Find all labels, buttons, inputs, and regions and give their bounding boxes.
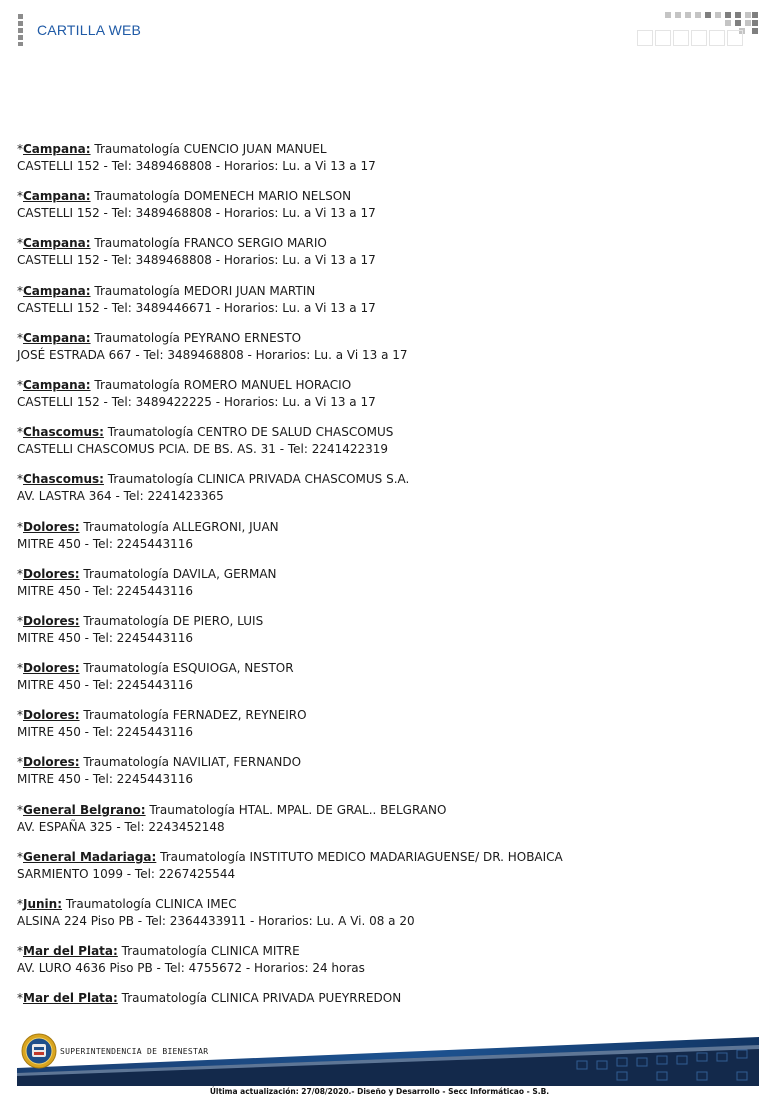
provider-name: ALLEGRONI, JUAN xyxy=(172,519,279,534)
provider-city: General Belgrano: xyxy=(23,802,146,817)
provider-entry xyxy=(17,330,737,377)
bullet-asterisk: * xyxy=(17,425,23,440)
provider-details: JOSÉ ESTRADA 667 - Tel: 3489468808 - Horarios: Lu. a Vi 13 a 17 xyxy=(17,347,408,362)
provider-city: Chascomus: xyxy=(23,425,104,440)
provider-listing xyxy=(17,141,737,1038)
bullet-asterisk: * xyxy=(17,189,23,204)
provider-entry xyxy=(17,141,737,188)
provider-city: Campana: xyxy=(23,377,91,392)
bullet-asterisk: * xyxy=(17,566,23,581)
provider-specialty: Traumatología xyxy=(94,330,180,345)
provider-entry xyxy=(17,943,737,990)
provider-entry xyxy=(17,707,737,754)
bullet-asterisk: * xyxy=(17,897,23,911)
bullet-asterisk: * xyxy=(17,991,23,1006)
bullet-asterisk: * xyxy=(17,236,23,251)
provider-details: CASTELLI 152 - Tel: 3489468808 - Horarios: Lu. a Vi 13 a 17 xyxy=(17,159,376,173)
provider-details: ALSINA 224 Piso PB - Tel: 2364433911 - Horarios: Lu. A Vi. 08 a 20 xyxy=(17,914,415,928)
provider-entry xyxy=(17,283,737,330)
provider-entry xyxy=(17,377,737,424)
bullet-asterisk: * xyxy=(17,802,23,817)
provider-entry xyxy=(17,519,737,566)
provider-entry-title-line xyxy=(17,471,737,488)
provider-entry-title-line xyxy=(17,519,737,536)
provider-name: PEYRANO ERNESTO xyxy=(183,330,302,345)
provider-specialty: Traumatología xyxy=(83,613,169,628)
provider-name: CENTRO DE SALUD CHASCOMUS xyxy=(197,425,394,440)
provider-specialty: Traumatología xyxy=(149,802,235,817)
provider-details: MITRE 450 - Tel: 2245443116 xyxy=(17,772,194,787)
provider-entry-title-line xyxy=(17,943,737,960)
bullet-asterisk: * xyxy=(17,755,23,770)
provider-specialty: Traumatología xyxy=(160,849,246,864)
provider-name: DOMENECH MARIO NELSON xyxy=(183,189,352,204)
provider-entry-title-line xyxy=(17,990,737,1007)
provider-city: Campana: xyxy=(23,283,91,298)
page-header xyxy=(0,0,759,60)
provider-specialty: Traumatología xyxy=(83,708,169,723)
provider-entry-title-line xyxy=(17,849,737,866)
header-decoration xyxy=(635,12,759,48)
provider-details: MITRE 450 - Tel: 2245443116 xyxy=(17,536,194,551)
provider-entry-title-line xyxy=(17,141,737,158)
provider-name: FRANCO SERGIO MARIO xyxy=(183,236,327,251)
provider-details: CASTELLI 152 - Tel: 3489468808 - Horarios: Lu. a Vi 13 a 17 xyxy=(17,253,376,268)
provider-city: Chascomus: xyxy=(23,472,104,487)
provider-specialty: Traumatología xyxy=(83,519,169,534)
provider-entry xyxy=(17,235,737,282)
provider-details: MITRE 450 - Tel: 2245443116 xyxy=(17,725,194,740)
provider-name: FERNADEZ, REYNEIRO xyxy=(172,708,307,723)
provider-specialty: Traumatología xyxy=(94,283,180,298)
provider-details: AV. LASTRA 364 - Tel: 2241423365 xyxy=(17,489,224,504)
provider-entry-title-line xyxy=(17,377,737,394)
provider-entry xyxy=(17,849,737,896)
provider-entry-title-line xyxy=(17,802,737,819)
provider-details: CASTELLI 152 - Tel: 3489446671 - Horarios: Lu. a Vi 13 a 17 xyxy=(17,300,376,315)
page-footer xyxy=(0,1028,759,1101)
provider-specialty: Traumatología xyxy=(94,189,180,204)
provider-entry-title-line xyxy=(17,613,737,630)
provider-name: CLINICA PRIVADA PUEYRREDON xyxy=(210,991,402,1006)
provider-details: MITRE 450 - Tel: 2245443116 xyxy=(17,678,194,693)
provider-entry xyxy=(17,188,737,235)
provider-city: General Madariaga: xyxy=(23,849,157,864)
provider-name: CLINICA MITRE xyxy=(210,944,300,959)
provider-name: ROMERO MANUEL HORACIO xyxy=(183,377,352,392)
provider-name: DE PIERO, LUIS xyxy=(172,613,264,628)
provider-entry-title-line xyxy=(17,188,737,205)
bullet-asterisk: * xyxy=(17,283,23,298)
provider-entry-title-line xyxy=(17,566,737,583)
provider-details: AV. LURO 4636 Piso PB - Tel: 4755672 - Horarios: 24 horas xyxy=(17,961,365,976)
provider-entry-title-line xyxy=(17,283,737,300)
provider-specialty: Traumatología xyxy=(65,897,152,911)
provider-specialty: Traumatología xyxy=(107,472,194,487)
provider-specialty: Traumatología xyxy=(94,236,180,251)
provider-name: CLINICA IMEC xyxy=(155,897,237,911)
provider-entry xyxy=(17,613,737,660)
bullet-asterisk: * xyxy=(17,377,23,392)
provider-city: Campana: xyxy=(23,330,91,345)
provider-specialty: Traumatología xyxy=(94,142,180,156)
provider-specialty: Traumatología xyxy=(83,661,169,676)
provider-entry xyxy=(17,424,737,471)
provider-specialty: Traumatología xyxy=(121,991,208,1006)
provider-entry-title-line xyxy=(17,235,737,252)
provider-city: Dolores: xyxy=(23,566,80,581)
provider-specialty: Traumatología xyxy=(83,566,169,581)
provider-details: MITRE 450 - Tel: 2245443116 xyxy=(17,630,194,645)
provider-city: Mar del Plata: xyxy=(23,991,118,1006)
provider-entry-title-line xyxy=(17,896,737,913)
provider-city: Dolores: xyxy=(23,519,80,534)
bullet-asterisk: * xyxy=(17,944,23,959)
header-title: CARTILLA WEB xyxy=(37,22,142,38)
provider-name: INSTITUTO MEDICO MADARIAGUENSE/ DR. HOBAICA xyxy=(249,849,563,864)
provider-details: CASTELLI 152 - Tel: 3489468808 - Horarios: Lu. a Vi 13 a 17 xyxy=(17,206,376,221)
provider-city: Dolores: xyxy=(23,661,80,676)
provider-details: MITRE 450 - Tel: 2245443116 xyxy=(17,583,194,598)
provider-entry-title-line xyxy=(17,424,737,441)
bullet-asterisk: * xyxy=(17,519,23,534)
bullet-asterisk: * xyxy=(17,330,23,345)
bullet-asterisk: * xyxy=(17,142,23,156)
provider-entry xyxy=(17,660,737,707)
provider-name: HTAL. MPAL. DE GRAL.. BELGRANO xyxy=(238,802,447,817)
bullet-asterisk: * xyxy=(17,849,23,864)
provider-entry-title-line xyxy=(17,660,737,677)
bullet-asterisk: * xyxy=(17,472,23,487)
provider-specialty: Traumatología xyxy=(94,377,180,392)
provider-name: ESQUIOGA, NESTOR xyxy=(172,661,294,676)
provider-entry xyxy=(17,471,737,518)
provider-details: CASTELLI 152 - Tel: 3489422225 - Horarios: Lu. a Vi 13 a 17 xyxy=(17,394,376,409)
provider-details: AV. ESPAÑA 325 - Tel: 2243452148 xyxy=(17,819,225,834)
provider-name: MEDORI JUAN MARTIN xyxy=(183,283,316,298)
provider-city: Campana: xyxy=(23,236,91,251)
provider-name: NAVILIAT, FERNANDO xyxy=(172,755,302,770)
provider-specialty: Traumatología xyxy=(107,425,194,440)
provider-city: Dolores: xyxy=(23,613,80,628)
bullet-asterisk: * xyxy=(17,613,23,628)
provider-entry xyxy=(17,566,737,613)
header-accent-bar xyxy=(18,14,23,46)
provider-city: Campana: xyxy=(23,142,91,156)
footer-update-note: Última actualización: 27/08/2020.- Diseño y Desarrollo - Secc Informáticao - S.B. xyxy=(209,1087,550,1096)
footer-organization: SUPERINTENDENCIA DE BIENESTAR xyxy=(60,1047,209,1056)
provider-entry-title-line xyxy=(17,754,737,771)
provider-city: Mar del Plata: xyxy=(23,944,118,959)
provider-name: DAVILA, GERMAN xyxy=(172,566,277,581)
provider-entry-title-line xyxy=(17,330,737,347)
provider-entry xyxy=(17,896,737,943)
provider-details: CASTELLI CHASCOMUS PCIA. DE BS. AS. 31 - Tel: 2241422319 xyxy=(17,442,389,457)
organization-seal-icon xyxy=(21,1033,57,1069)
provider-specialty: Traumatología xyxy=(83,755,169,770)
bullet-asterisk: * xyxy=(17,708,23,723)
provider-details: SARMIENTO 1099 - Tel: 2267425544 xyxy=(17,866,236,881)
footer-band xyxy=(17,1028,759,1086)
provider-city: Campana: xyxy=(23,189,91,204)
provider-city: Dolores: xyxy=(23,755,80,770)
provider-entry xyxy=(17,802,737,849)
provider-entry xyxy=(17,754,737,801)
bullet-asterisk: * xyxy=(17,661,23,676)
provider-name: CUENCIO JUAN MANUEL xyxy=(183,142,327,156)
provider-entry-title-line xyxy=(17,707,737,724)
provider-name: CLINICA PRIVADA CHASCOMUS S.A. xyxy=(197,472,410,487)
provider-city: Junin: xyxy=(23,897,63,911)
provider-city: Dolores: xyxy=(23,708,80,723)
provider-specialty: Traumatología xyxy=(121,944,208,959)
